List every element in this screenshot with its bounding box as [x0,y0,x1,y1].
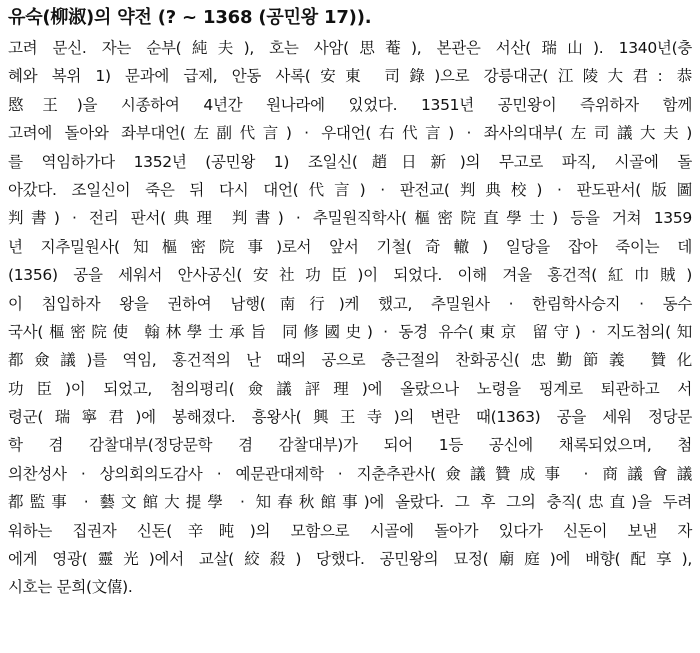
body-line: 아갔다. 조일신이 죽은 뒤 다시 대언(代言) · 판전교(判典校) · 판도판서(版圖 [8,180,692,199]
document [8,6,692,602]
body-line: 고려 문신. 자는 순부(純夫), 호는 사암(思菴), 본관은 서산(瑞山). 1340년(충 [8,39,692,57]
body-line: 국사(樞密院使 翰林學士承旨 同修國史) · 동경 유수(東京 留守) · 지도첨의(知 [8,322,692,341]
body-line: 시호는 문희(文僖). [8,578,133,597]
body-line: 都僉議)를 역임, 홍건적의 난 때의 공으로 충근절의 찬화공신(忠勤節義 贊化 [8,351,692,370]
body-line: 혜와 복위 1) 문과에 급제, 안동 사록(安東 司錄)으로 강릉대군(江陵大君: 恭 [8,67,692,86]
body-line: 를 역임하가다 1352년 (공민왕 1) 조일신(趙日新)의 무고로 파직, 시골에 돌 [8,152,692,171]
body-line: 判書) · 전리 판서(典理 判書) · 추밀원직학사(樞密院直學士) 등을 거쳐 1359 [8,209,692,228]
body-line: 워하는 집권자 신돈(辛旽)의 모함으로 시골에 돌아가 있다가 신돈이 보낸 자 [8,521,692,540]
body-line: 의찬성사 · 상의회의도감사 · 예문관대제학 · 지춘추관사(僉議贊成事 · 商議會議 [8,464,692,483]
body-line: 령군(瑞寧君)에 봉해졌다. 흥왕사(興王寺)의 변란 때(1363) 공을 세워 정당문 [8,408,692,427]
document-title: 유숙(柳淑)의 약전 (? ~ 1368 (공민왕 17)). [8,7,372,28]
body-line: 학 겸 감찰대부(정당문학 겸 감찰대부)가 되어 1등 공신에 채록되었으며, 첨 [8,436,692,455]
body-line: 都監事 · 藝文館大提學 · 知春秋館事)에 올랐다. 그 후 그의 충직(忠直)을 두려 [8,493,692,512]
body-line: 功臣)이 되었고, 첨의평리(僉議評理)에 올랐으나 노령을 핑계로 퇴관하고 서 [8,379,692,398]
body-line: 년 지추밀원사(知樞密院事)로서 앞서 기철(奇轍) 일당을 잡아 죽이는 데 [8,237,692,256]
body-line: 愍王)을 시종하여 4년간 원나라에 있었다. 1351년 공민왕이 즉위하자 함께 [8,95,692,114]
body-line: 에게 영광(靈光)에서 교살(絞殺) 당했다. 공민왕의 묘정(廟庭)에 배향(配享), [8,550,692,569]
body-line: 고려에 돌아와 좌부대언(左副代言) · 우대언(右代言) · 좌사의대부(左司議大夫) [8,124,692,143]
body-line: (1356) 공을 세워서 안사공신(安社功臣)이 되었다. 이해 겨울 홍건적(紅巾賊) [8,266,692,285]
body-line: 이 침입하자 왕을 권하여 남행(南行)케 했고, 추밀원사 · 한림학사승지 · 동수 [8,294,692,313]
document-body [8,34,692,602]
